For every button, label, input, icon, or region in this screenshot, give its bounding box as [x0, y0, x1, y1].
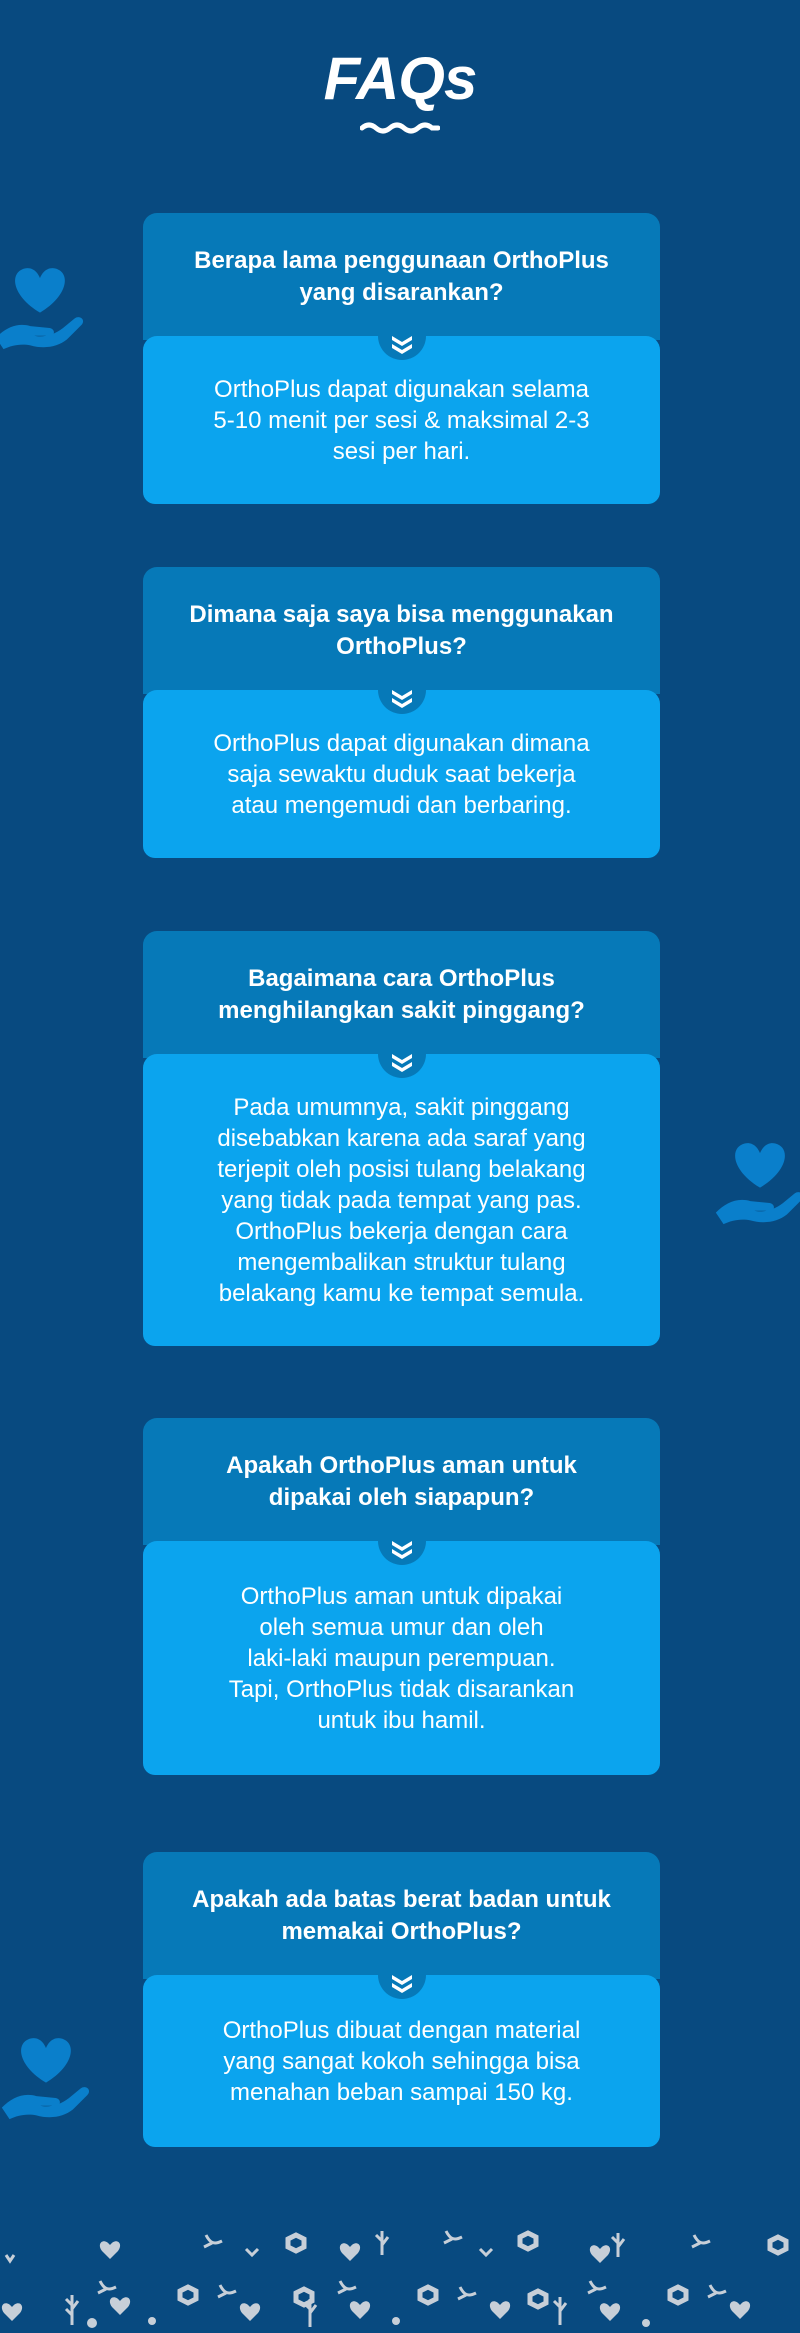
heart-in-hand-icon	[0, 255, 88, 355]
heart-doodle-icon	[600, 2303, 620, 2321]
arrow-badge	[378, 1969, 426, 1999]
heart-doodle-icon	[100, 2241, 120, 2259]
faq-item	[143, 1418, 660, 1775]
faq-question: Bagaimana cara OrthoPlus menghilangkan sakit pinggang?	[143, 931, 660, 1058]
heart-in-hand-icon	[0, 2025, 94, 2125]
heart-doodle-icon	[340, 2243, 360, 2261]
faq-answer: OrthoPlus dibuat dengan material yang sangat kokoh sehingga bisa menahan beban sampai 150 kg.	[143, 1975, 660, 2147]
arrow-badge	[378, 1048, 426, 1078]
double-chevron-down-icon	[390, 1539, 414, 1561]
heart-doodle-icon	[240, 2303, 260, 2321]
doodle-pattern-decoration	[0, 2215, 800, 2333]
faq-question: Apakah OrthoPlus aman untuk dipakai oleh siapapun?	[143, 1418, 660, 1545]
heart-doodle-icon	[2, 2303, 22, 2321]
arrow-badge	[378, 1535, 426, 1565]
faq-item	[143, 931, 660, 1346]
faq-answer: Pada umumnya, sakit pinggang disebabkan karena ada saraf yang terjepit oleh posisi tulang belakang yang tidak pada tempat yang pas. OrthoPlus bekerja dengan cara mengembalikan struktur tulang belakang kamu ke tempat semula.	[143, 1054, 660, 1346]
faq-item	[143, 213, 660, 504]
arrow-badge	[378, 330, 426, 360]
faq-answer: OrthoPlus aman untuk dipakai oleh semua umur dan oleh laki-laki maupun perempuan. Tapi, OrthoPlus tidak disarankan untuk ibu hamil.	[143, 1541, 660, 1775]
arrow-badge	[378, 684, 426, 714]
double-chevron-down-icon	[390, 1052, 414, 1074]
heart-in-hand-icon	[712, 1130, 800, 1230]
dot-doodle-icon	[87, 2317, 650, 2328]
faq-question: Dimana saja saya bisa menggunakan OrthoPlus?	[143, 567, 660, 694]
double-chevron-down-icon	[390, 688, 414, 710]
faq-item	[143, 1852, 660, 2147]
faq-item	[143, 567, 660, 858]
double-chevron-down-icon	[390, 334, 414, 356]
heart-doodle-icon	[350, 2301, 370, 2319]
heart-doodle-icon	[730, 2301, 750, 2319]
page-title: FAQs	[323, 45, 477, 112]
title-underline-decoration	[360, 120, 440, 136]
double-chevron-down-icon	[390, 1973, 414, 1995]
heart-doodle-icon	[590, 2245, 610, 2263]
faq-answer: OrthoPlus dapat digunakan selama 5-10 menit per sesi & maksimal 2-3 sesi per hari.	[143, 336, 660, 504]
faq-answer: OrthoPlus dapat digunakan dimana saja sewaktu duduk saat bekerja atau mengemudi dan berbaring.	[143, 690, 660, 858]
faq-question: Apakah ada batas berat badan untuk memakai OrthoPlus?	[143, 1852, 660, 1979]
heart-doodle-icon	[490, 2301, 510, 2319]
faq-question: Berapa lama penggunaan OrthoPlus yang disarankan?	[143, 213, 660, 340]
heart-doodle-icon	[110, 2297, 130, 2315]
